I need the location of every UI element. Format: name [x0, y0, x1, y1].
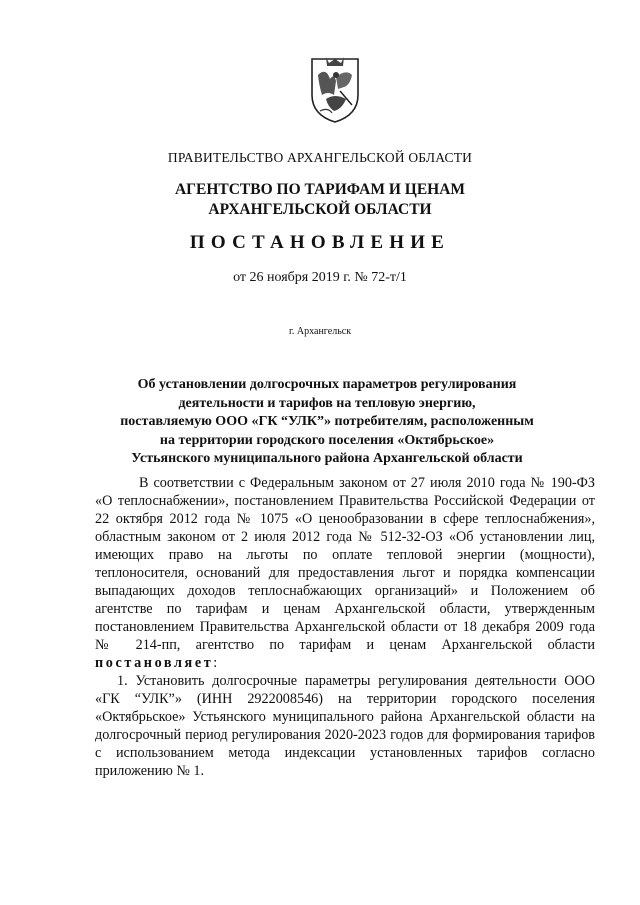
- document-body: [95, 474, 595, 780]
- document-date-number: от 26 ноября 2019 г. № 72-т/1: [233, 270, 407, 285]
- subject-line2: деятельности и тарифов на тепловую энергию,: [178, 395, 476, 411]
- agency-name: [0, 180, 640, 220]
- subject-line3: поставляемую ООО «ГК “УЛК”» потребителям, расположенным: [120, 414, 534, 429]
- item-1-paragraph: 1. Установить долгосрочные параметры регулирования деятельности ООО «ГК “УЛК”» (ИНН 2922008546) на территории городского поселения «Октябрьское» Устьянского муниципального района Архангельской области на долгосрочный период регулирования 2020-2023 годов для формирования тарифов с использованием метода индексации установленных тарифов согласно приложению № 1.: [95, 673, 595, 779]
- agency-name-line2: АРХАНГЕЛЬСКОЙ ОБЛАСТИ: [208, 201, 432, 218]
- subject-line1: Об установлении долгосрочных параметров регулирования: [137, 377, 517, 392]
- resolves-colon: :: [213, 655, 218, 671]
- government-name: ПРАВИТЕЛЬСТВО АРХАНГЕЛЬСКОЙ ОБЛАСТИ: [167, 150, 473, 165]
- resolves-word: постановляет: [95, 655, 214, 671]
- document-subject: [60, 376, 594, 469]
- subject-line4: на территории городского поселения «Октябрьское»: [159, 432, 495, 448]
- subject-line5: Устьянского муниципального района Архангельской области: [131, 451, 523, 466]
- coat-of-arms-icon: [306, 55, 364, 125]
- document-city: г. Архангельск: [288, 326, 352, 337]
- preamble-text: В соответствии с Федеральным законом от 27 июля 2010 года № 190-ФЗ «О теплоснабжении», постановлением Правительства Российской Федерации от 22 октября 2012 года № 1075 «О ценообразовании в сфере теплоснабжения», областным законом от 2 июля 2012 года № 512-32-ОЗ «Об установлении лиц, имеющих право на льготы по оплате тепловой энергии (мощности), теплоносителя, оснований для предоставления льгот и порядка компенсации выпадающих доходов теплоснабжающих организаций» и Положением об агентстве по тарифам и ценам Архангельской области, утвержденным постановлением Правительства Архангельской области от 18 декабря 2009 года № 214-пп, агентство по тарифам и ценам Архангельской области: [95, 475, 595, 653]
- preamble-paragraph: [95, 474, 595, 672]
- document-type: ПОСТАНОВЛЕНИЕ: [189, 232, 451, 253]
- agency-name-line1: АГЕНТСТВО ПО ТАРИФАМ И ЦЕНАМ: [174, 181, 466, 198]
